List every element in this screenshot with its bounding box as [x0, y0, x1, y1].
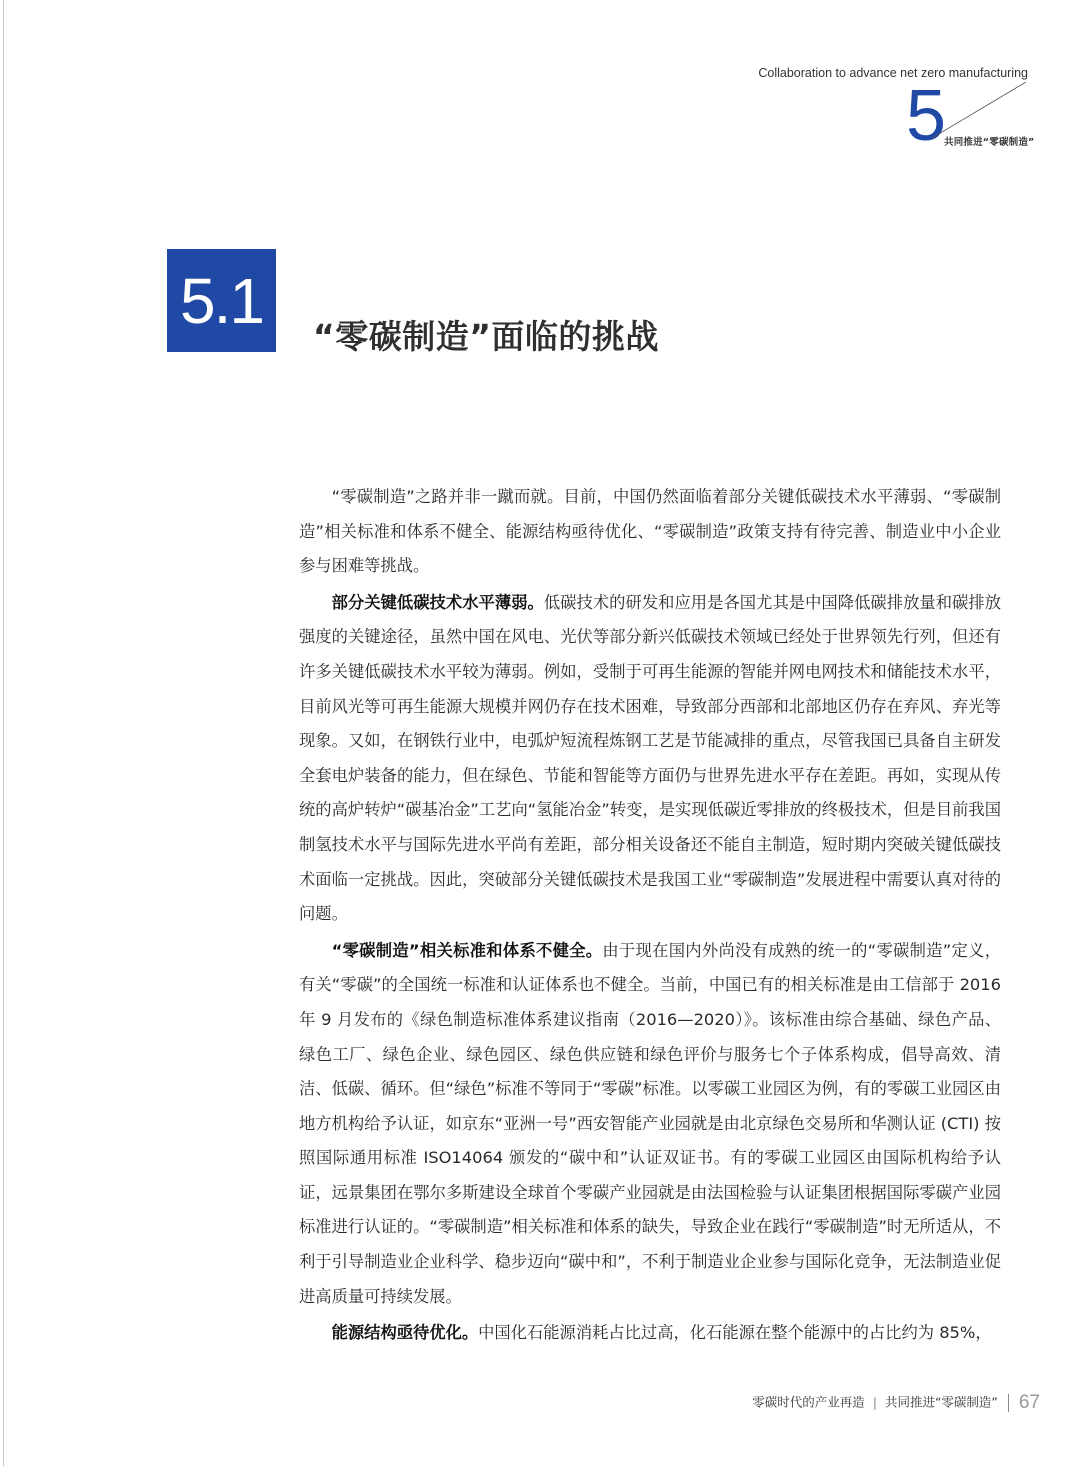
page-edge-rule — [3, 0, 4, 1466]
footer-separator: | — [872, 1394, 877, 1410]
paragraph-text: “零碳制造”之路并非一蹴而就。目前，中国仍然面临着部分关键低碳技术水平薄弱、“零碳制造”相关标准和体系不健全、能源结构亟待优化、“零碳制造”政策支持有待完善、制造业中小企业参与困难等挑战。 — [299, 487, 1001, 576]
footer-divider — [1008, 1394, 1009, 1412]
paragraph-text: 由于现在国内外尚没有成熟的统一的“零碳制造”定义，有关“零碳”的全国统一标准和认证体系也不健全。当前，中国已有的相关标准是由工信部于 2016 年 9 月发布的《绿色制造标准体系建议指南（2016—2020）》。该标准由综合基础、绿色产品、绿色工厂、绿色企业、绿色园区、绿色供应链和绿色评价与服务七个子体系构成，倡导高效、清洁、低碳、循环。但“绿色”标准不等同于“零碳”标准。以零碳工业园区为例，有的零碳工业园区由地方机构给予认证，如京东“亚洲一号”西安智能产业园就是由北京绿色交易所和华测认证 (CTI) 按照国际通用标准 ISO14064 颁发的“碳中和”认证双证书。有的零碳工业园区由国际机构给予认证，远景集团在鄂尔多斯建设全球首个零碳产业园就是由法国检验与认证集团根据国际零碳产业园标准进行认证的。“零碳制造”相关标准和体系的缺失，导致企业在践行“零碳制造”时无所适从，不利于引导制造业企业科学、稳步迈向“碳中和”，不利于制造业企业参与国际化竞争，无法制造业促进高质量可持续发展。 — [299, 940, 1001, 1306]
paragraph-lead: 能源结构亟待优化。 — [331, 1323, 479, 1343]
paragraph — [299, 480, 1001, 584]
section-number: 5.1 — [180, 264, 263, 337]
paragraph-text: 低碳技术的研发和应用是各国尤其是中国降低碳排放量和碳排放强度的关键途径，虽然中国在风电、光伏等部分新兴低碳技术领域已经处于世界领先行列，但还有许多关键低碳技术水平较为薄弱。例如，受制于可再生能源的智能并网电网技术和储能技术水平，目前风光等可再生能源大规模并网仍存在技术困难，导致部分西部和北部地区仍存在弃风、弃光等现象。又如，在钢铁行业中，电弧炉短流程炼钢工艺是节能减排的重点，尽管我国已具备自主研发全套电炉装备的能力，但在绿色、节能和智能等方面仍与世界先进水平存在差距。再如，实现从传统的高炉转炉“碳基冶金”工艺向“氢能冶金”转变，是实现低碳近零排放的终极技术，但是目前我国制氢技术水平与国际先进水平尚有差距，部分相关设备还不能自主制造，短时期内突破关键低碳技术面临一定挑战。因此，突破部分关键低碳技术是我国工业“零碳制造”发展进程中需要认真对待的问题。 — [299, 592, 1001, 924]
chapter-number: 5 — [906, 76, 947, 156]
header-slash-decoration — [930, 80, 1030, 140]
section-number-box — [167, 249, 276, 352]
chapter-title-header: 共同推进“零碳制造” — [944, 137, 1035, 148]
paragraph — [299, 934, 1001, 1315]
paragraph — [299, 1316, 1001, 1351]
footer-book-title: 零碳时代的产业再造 — [752, 1394, 865, 1410]
page-number: 67 — [1018, 1392, 1040, 1413]
page-footer — [600, 1392, 1040, 1414]
paragraph-text: 中国化石能源消耗占比过高，化石能源在整个能源中的占比约为 85%， — [478, 1323, 992, 1343]
section-title: “零碳制造”面临的挑战 — [313, 317, 659, 356]
footer-chapter-title: 共同推进“零碳制造” — [884, 1394, 998, 1410]
paragraph-lead: 部分关键低碳技术水平薄弱。 — [331, 592, 544, 612]
running-header-english: Collaboration to advance net zero manufacturing — [758, 66, 1028, 80]
paragraph-lead: “零碳制造”相关标准和体系不健全。 — [331, 940, 603, 960]
paragraph — [299, 586, 1001, 932]
body-text — [299, 480, 1001, 1353]
